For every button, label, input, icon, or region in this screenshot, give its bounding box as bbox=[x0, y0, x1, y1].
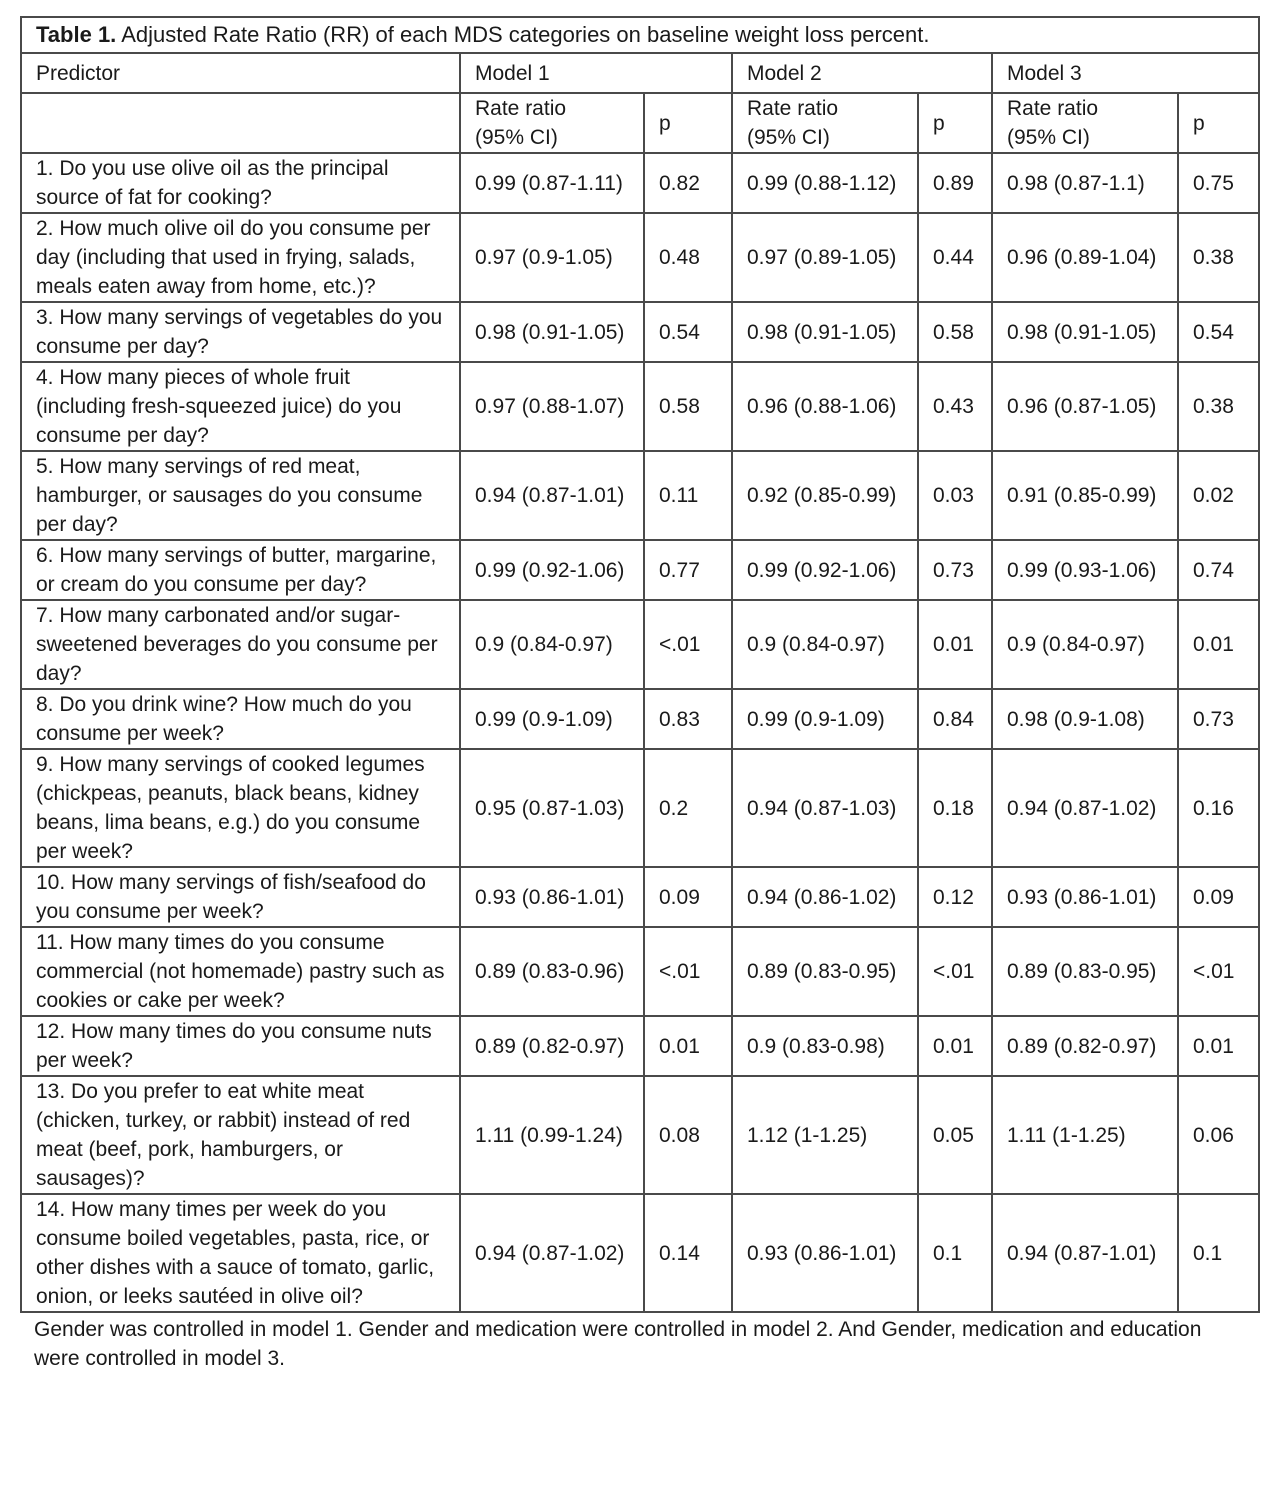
model2-rr-header bbox=[732, 93, 918, 153]
question-cell: 3. How many servings of vegetables do you consume per day? bbox=[21, 302, 460, 362]
table-row bbox=[21, 867, 1259, 927]
model1-p-cell: 0.82 bbox=[644, 153, 732, 213]
question-cell: 9. How many servings of cooked legumes (chickpeas, peanuts, black beans, kidney beans, lima beans, e.g.) do you consume per week? bbox=[21, 749, 460, 867]
question-cell: 13. Do you prefer to eat white meat (chicken, turkey, or rabbit) instead of red meat (beef, pork, hamburgers, or sausages)? bbox=[21, 1076, 460, 1194]
table-row bbox=[21, 362, 1259, 451]
rr-label: Rate ratio bbox=[747, 97, 839, 120]
model2-p-header: p bbox=[918, 93, 992, 153]
model1-p-cell: 0.14 bbox=[644, 1194, 732, 1312]
table-row bbox=[21, 540, 1259, 600]
model1-rr-cell: 0.99 (0.9-1.09) bbox=[460, 689, 644, 749]
model3-p-cell: 0.75 bbox=[1178, 153, 1259, 213]
question-cell: 1. Do you use olive oil as the principal source of fat for cooking? bbox=[21, 153, 460, 213]
model2-p-cell: 0.01 bbox=[918, 600, 992, 689]
model1-rr-cell: 0.98 (0.91-1.05) bbox=[460, 302, 644, 362]
model2-p-cell: 0.03 bbox=[918, 451, 992, 540]
model2-rr-cell: 0.94 (0.86-1.02) bbox=[732, 867, 918, 927]
model2-rr-cell: 0.93 (0.86-1.01) bbox=[732, 1194, 918, 1312]
question-cell: 5. How many servings of red meat, hamburger, or sausages do you consume per day? bbox=[21, 451, 460, 540]
table-row bbox=[21, 1194, 1259, 1312]
model2-p-cell: 0.89 bbox=[918, 153, 992, 213]
model1-rr-cell: 0.89 (0.83-0.96) bbox=[460, 927, 644, 1016]
results-table bbox=[20, 16, 1260, 1313]
table-row bbox=[21, 927, 1259, 1016]
model3-p-cell: 0.54 bbox=[1178, 302, 1259, 362]
question-cell: 4. How many pieces of whole fruit (including fresh-squeezed juice) do you consume per day? bbox=[21, 362, 460, 451]
model3-header: Model 3 bbox=[992, 53, 1259, 93]
table-row bbox=[21, 689, 1259, 749]
rr-label: Rate ratio bbox=[1007, 97, 1099, 120]
model2-rr-cell: 0.99 (0.9-1.09) bbox=[732, 689, 918, 749]
model3-rr-cell: 1.11 (1-1.25) bbox=[992, 1076, 1178, 1194]
model2-p-cell: 0.44 bbox=[918, 213, 992, 302]
table-row bbox=[21, 1076, 1259, 1194]
model3-p-cell: 0.73 bbox=[1178, 689, 1259, 749]
model2-rr-cell: 0.99 (0.88-1.12) bbox=[732, 153, 918, 213]
question-cell: 6. How many servings of butter, margarine, or cream do you consume per day? bbox=[21, 540, 460, 600]
model1-p-cell: 0.83 bbox=[644, 689, 732, 749]
question-cell: 12. How many times do you consume nuts per week? bbox=[21, 1016, 460, 1076]
model3-p-cell: 0.38 bbox=[1178, 213, 1259, 302]
model2-p-cell: 0.43 bbox=[918, 362, 992, 451]
model1-p-cell: 0.77 bbox=[644, 540, 732, 600]
model3-p-cell: 0.1 bbox=[1178, 1194, 1259, 1312]
model1-p-cell: 0.58 bbox=[644, 362, 732, 451]
footnote: Gender was controlled in model 1. Gender and medication were controlled in model 2. And Gender, medication and education were controlled in model 3. bbox=[34, 1318, 1202, 1370]
model2-rr-cell: 0.98 (0.91-1.05) bbox=[732, 302, 918, 362]
table-row bbox=[21, 1016, 1259, 1076]
model3-p-header: p bbox=[1178, 93, 1259, 153]
model1-p-cell: <.01 bbox=[644, 600, 732, 689]
model3-rr-cell: 0.94 (0.87-1.02) bbox=[992, 749, 1178, 867]
model1-p-cell: 0.11 bbox=[644, 451, 732, 540]
question-cell: 11. How many times do you consume commercial (not homemade) pastry such as cookies or cake per week? bbox=[21, 927, 460, 1016]
table-row bbox=[21, 600, 1259, 689]
model3-p-cell: 0.01 bbox=[1178, 600, 1259, 689]
model1-rr-cell: 0.99 (0.92-1.06) bbox=[460, 540, 644, 600]
model3-p-cell: 0.38 bbox=[1178, 362, 1259, 451]
ci-label: (95% CI) bbox=[1007, 126, 1090, 149]
document bbox=[20, 16, 1258, 1373]
model2-p-cell: 0.1 bbox=[918, 1194, 992, 1312]
model1-rr-cell: 1.11 (0.99-1.24) bbox=[460, 1076, 644, 1194]
model3-p-cell: 0.06 bbox=[1178, 1076, 1259, 1194]
model2-p-cell: 0.01 bbox=[918, 1016, 992, 1076]
model3-rr-cell: 0.89 (0.82-0.97) bbox=[992, 1016, 1178, 1076]
question-cell: 10. How many servings of fish/seafood do you consume per week? bbox=[21, 867, 460, 927]
table-label: Table 1. bbox=[36, 22, 117, 47]
model2-rr-cell: 0.96 (0.88-1.06) bbox=[732, 362, 918, 451]
ci-label: (95% CI) bbox=[747, 126, 830, 149]
model2-rr-cell: 0.92 (0.85-0.99) bbox=[732, 451, 918, 540]
model2-p-cell: 0.73 bbox=[918, 540, 992, 600]
model2-rr-cell: 0.97 (0.89-1.05) bbox=[732, 213, 918, 302]
model2-p-cell: <.01 bbox=[918, 927, 992, 1016]
model3-rr-cell: 0.91 (0.85-0.99) bbox=[992, 451, 1178, 540]
table-row bbox=[21, 153, 1259, 213]
model1-rr-cell: 0.99 (0.87-1.11) bbox=[460, 153, 644, 213]
model1-p-cell: 0.01 bbox=[644, 1016, 732, 1076]
ci-label: (95% CI) bbox=[475, 126, 558, 149]
model3-rr-cell: 0.99 (0.93-1.06) bbox=[992, 540, 1178, 600]
model1-p-cell: <.01 bbox=[644, 927, 732, 1016]
header-row bbox=[21, 53, 1259, 93]
model3-rr-cell: 0.96 (0.87-1.05) bbox=[992, 362, 1178, 451]
model3-p-cell: 0.74 bbox=[1178, 540, 1259, 600]
model2-header: Model 2 bbox=[732, 53, 992, 93]
subheader-row bbox=[21, 93, 1259, 153]
model2-rr-cell: 0.94 (0.87-1.03) bbox=[732, 749, 918, 867]
table-body bbox=[21, 153, 1259, 1312]
model2-rr-cell: 0.9 (0.84-0.97) bbox=[732, 600, 918, 689]
model3-rr-header bbox=[992, 93, 1178, 153]
table-row bbox=[21, 451, 1259, 540]
model3-rr-cell: 0.96 (0.89-1.04) bbox=[992, 213, 1178, 302]
model3-p-cell: 0.16 bbox=[1178, 749, 1259, 867]
model3-rr-cell: 0.9 (0.84-0.97) bbox=[992, 600, 1178, 689]
model2-rr-cell: 0.99 (0.92-1.06) bbox=[732, 540, 918, 600]
model1-rr-cell: 0.95 (0.87-1.03) bbox=[460, 749, 644, 867]
model2-rr-cell: 0.9 (0.83-0.98) bbox=[732, 1016, 918, 1076]
model3-p-cell: 0.02 bbox=[1178, 451, 1259, 540]
model1-rr-header bbox=[460, 93, 644, 153]
question-cell: 8. Do you drink wine? How much do you consume per week? bbox=[21, 689, 460, 749]
model1-rr-cell: 0.9 (0.84-0.97) bbox=[460, 600, 644, 689]
model3-p-cell: <.01 bbox=[1178, 927, 1259, 1016]
model2-rr-cell: 0.89 (0.83-0.95) bbox=[732, 927, 918, 1016]
model2-p-cell: 0.12 bbox=[918, 867, 992, 927]
model1-p-cell: 0.48 bbox=[644, 213, 732, 302]
rr-label: Rate ratio bbox=[475, 97, 567, 120]
table-row bbox=[21, 213, 1259, 302]
question-cell: 2. How much olive oil do you consume per day (including that used in frying, salads, meals eaten away from home, etc.)? bbox=[21, 213, 460, 302]
model2-p-cell: 0.58 bbox=[918, 302, 992, 362]
predictor-header: Predictor bbox=[21, 53, 460, 93]
model3-rr-cell: 0.89 (0.83-0.95) bbox=[992, 927, 1178, 1016]
model1-rr-cell: 0.94 (0.87-1.01) bbox=[460, 451, 644, 540]
model3-rr-cell: 0.98 (0.91-1.05) bbox=[992, 302, 1178, 362]
model1-p-cell: 0.08 bbox=[644, 1076, 732, 1194]
model1-header: Model 1 bbox=[460, 53, 732, 93]
model1-p-cell: 0.09 bbox=[644, 867, 732, 927]
question-cell: 7. How many carbonated and/or sugar-sweetened beverages do you consume per day? bbox=[21, 600, 460, 689]
model3-p-cell: 0.09 bbox=[1178, 867, 1259, 927]
model3-p-cell: 0.01 bbox=[1178, 1016, 1259, 1076]
model1-rr-cell: 0.97 (0.9-1.05) bbox=[460, 213, 644, 302]
model3-rr-cell: 0.98 (0.9-1.08) bbox=[992, 689, 1178, 749]
table-row bbox=[21, 302, 1259, 362]
model3-rr-cell: 0.93 (0.86-1.01) bbox=[992, 867, 1178, 927]
model1-rr-cell: 0.97 (0.88-1.07) bbox=[460, 362, 644, 451]
table-row bbox=[21, 749, 1259, 867]
model1-p-cell: 0.2 bbox=[644, 749, 732, 867]
model1-p-header: p bbox=[644, 93, 732, 153]
title-row bbox=[21, 17, 1259, 53]
table-title bbox=[21, 17, 1259, 53]
question-cell: 14. How many times per week do you consume boiled vegetables, pasta, rice, or other dishes with a sauce of tomato, garlic, onion, or leeks sautéed in olive oil? bbox=[21, 1194, 460, 1312]
model1-rr-cell: 0.94 (0.87-1.02) bbox=[460, 1194, 644, 1312]
model2-p-cell: 0.05 bbox=[918, 1076, 992, 1194]
model1-rr-cell: 0.93 (0.86-1.01) bbox=[460, 867, 644, 927]
subheader-blank bbox=[21, 93, 460, 153]
model2-p-cell: 0.18 bbox=[918, 749, 992, 867]
model2-p-cell: 0.84 bbox=[918, 689, 992, 749]
model3-rr-cell: 0.98 (0.87-1.1) bbox=[992, 153, 1178, 213]
model2-rr-cell: 1.12 (1-1.25) bbox=[732, 1076, 918, 1194]
model3-rr-cell: 0.94 (0.87-1.01) bbox=[992, 1194, 1178, 1312]
table-caption: Adjusted Rate Ratio (RR) of each MDS categories on baseline weight loss percent. bbox=[121, 22, 930, 47]
model1-p-cell: 0.54 bbox=[644, 302, 732, 362]
model1-rr-cell: 0.89 (0.82-0.97) bbox=[460, 1016, 644, 1076]
